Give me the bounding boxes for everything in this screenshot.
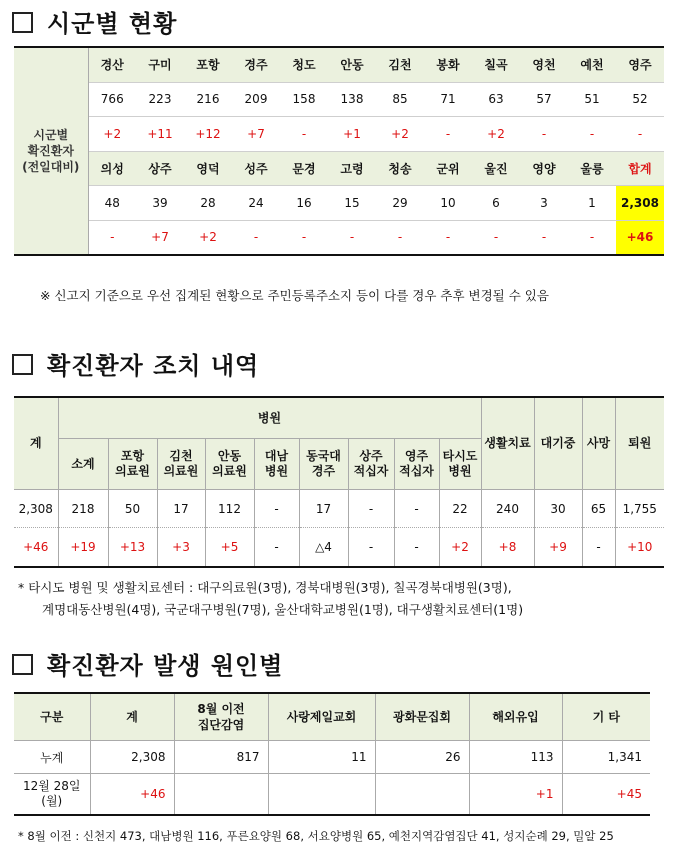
city-change: - [520, 117, 568, 152]
city-change: +7 [232, 117, 280, 152]
total-header: 합계 [616, 151, 664, 186]
row-label-date: 12월 28일 (월) [14, 774, 90, 816]
cell-value: 11 [268, 741, 375, 774]
city-count: 766 [88, 82, 136, 117]
cell-change: +9 [534, 528, 582, 568]
city-status-table [14, 46, 664, 256]
city-name: 청도 [280, 47, 328, 82]
city-name: 영천 [520, 47, 568, 82]
cell-value: - [348, 490, 394, 528]
city-count: 24 [232, 186, 280, 221]
cell-change: +8 [481, 528, 534, 568]
city-count: 1 [568, 186, 616, 221]
city-name: 경주 [232, 47, 280, 82]
city-name: 울진 [472, 151, 520, 186]
city-change: - [328, 220, 376, 255]
header-category: 구분 [14, 693, 90, 741]
row-label-confirmed: 시군별 확진환자 (전일대비) [14, 47, 88, 255]
checkbox-square-icon [12, 654, 33, 675]
cell-value: 65 [582, 490, 615, 528]
cell-change: +46 [90, 774, 174, 816]
city-count: 138 [328, 82, 376, 117]
city-change: - [520, 220, 568, 255]
city-name: 청송 [376, 151, 424, 186]
section-title-text: 확진환자 발생 원인별 [47, 652, 284, 680]
total-count: 2,308 [616, 186, 664, 221]
city-name: 상주 [136, 151, 184, 186]
city-change: +2 [376, 117, 424, 152]
city-count: 52 [616, 82, 664, 117]
cell-value: 2,308 [90, 741, 174, 774]
city-change: +2 [88, 117, 136, 152]
cell-value: 17 [157, 490, 205, 528]
city-name: 고령 [328, 151, 376, 186]
header-yeongju-redcross: 영주 적십자 [394, 439, 439, 490]
city-name: 칠곡 [472, 47, 520, 82]
city-change: - [616, 117, 664, 152]
city-name: 울릉 [568, 151, 616, 186]
section-title-text: 시군별 현황 [47, 10, 178, 38]
city-change: - [424, 220, 472, 255]
city-count: 158 [280, 82, 328, 117]
city-change: - [424, 117, 472, 152]
header-gimcheon-medical: 김천 의료원 [157, 439, 205, 490]
header-waiting: 대기중 [534, 397, 582, 490]
city-table-note: ※ 신고지 기준으로 우선 집계된 현황으로 주민등록주소지 등이 다를 경우 추후 변경될 수 있음 [40, 288, 549, 303]
cell-change: +46 [14, 528, 58, 568]
section-title-text: 확진환자 조치 내역 [47, 352, 260, 380]
cell-value: - [394, 490, 439, 528]
city-change: +2 [184, 220, 232, 255]
city-name: 영주 [616, 47, 664, 82]
cell-value: - [254, 490, 299, 528]
cell-value: 1,341 [562, 741, 650, 774]
city-count: 6 [472, 186, 520, 221]
city-name: 경산 [88, 47, 136, 82]
cell-change: - [348, 528, 394, 568]
patient-action-table [14, 396, 664, 568]
section-title-actions [12, 346, 259, 381]
header-deaths: 사망 [582, 397, 615, 490]
cell-value: 1,755 [615, 490, 664, 528]
city-count: 85 [376, 82, 424, 117]
city-name: 예천 [568, 47, 616, 82]
header-other: 기 타 [562, 693, 650, 741]
checkbox-square-icon [12, 354, 33, 375]
city-change: - [472, 220, 520, 255]
city-change: +2 [472, 117, 520, 152]
section-title-by-city [12, 4, 177, 39]
cell-value: 26 [375, 741, 469, 774]
city-change: - [280, 220, 328, 255]
cell-change: +3 [157, 528, 205, 568]
cell-change [375, 774, 469, 816]
checkbox-square-icon [12, 12, 33, 33]
cell-value: 113 [469, 741, 562, 774]
cell-value: 17 [299, 490, 348, 528]
city-count: 209 [232, 82, 280, 117]
city-count: 3 [520, 186, 568, 221]
city-change: - [88, 220, 136, 255]
city-name: 영덕 [184, 151, 232, 186]
city-name: 의성 [88, 151, 136, 186]
header-hospital: 병원 [58, 397, 481, 439]
cell-change: - [394, 528, 439, 568]
cell-change [268, 774, 375, 816]
infection-cause-table [14, 692, 650, 816]
cell-change: △4 [299, 528, 348, 568]
cell-change: +13 [108, 528, 157, 568]
city-count: 48 [88, 186, 136, 221]
action-table-note-line1: * 타시도 병원 및 생활치료센터 : 대구의료원(3명), 경북대병원(3명), 칠곡경북대병원(3명), [18, 580, 512, 595]
cause-table-note: * 8월 이전 : 신천지 473, 대남병원 116, 푸른요양원 68, 서요양병원 65, 예천지역감염집단 41, 성지순례 29, 밀알 25 [18, 829, 614, 843]
header-sarang-jeil: 사랑제일교회 [268, 693, 375, 741]
cell-change: +1 [469, 774, 562, 816]
city-count: 29 [376, 186, 424, 221]
cell-value: 817 [174, 741, 268, 774]
city-name: 안동 [328, 47, 376, 82]
cell-change: - [254, 528, 299, 568]
row-label-cumulative: 누계 [14, 741, 90, 774]
cell-change: +2 [439, 528, 481, 568]
action-table-note-line2: 계명대동산병원(4명), 국군대구병원(7명), 울산대학교병원(1명), 대구생활치료센터(1명) [42, 602, 524, 617]
cell-change: - [582, 528, 615, 568]
header-other-region-hospital: 타시도 병원 [439, 439, 481, 490]
header-residential-treatment: 생활치료 [481, 397, 534, 490]
cell-value: 50 [108, 490, 157, 528]
header-pohang-medical: 포항 의료원 [108, 439, 157, 490]
city-count: 16 [280, 186, 328, 221]
city-count: 39 [136, 186, 184, 221]
total-change: +46 [616, 220, 664, 255]
header-discharged: 퇴원 [615, 397, 664, 490]
header-total: 계 [14, 397, 58, 490]
city-name: 성주 [232, 151, 280, 186]
city-change: - [568, 220, 616, 255]
header-total: 계 [90, 693, 174, 741]
cell-change [174, 774, 268, 816]
city-name: 영양 [520, 151, 568, 186]
city-name: 김천 [376, 47, 424, 82]
city-change: +12 [184, 117, 232, 152]
city-name: 봉화 [424, 47, 472, 82]
city-change: - [232, 220, 280, 255]
city-name: 문경 [280, 151, 328, 186]
city-count: 15 [328, 186, 376, 221]
cell-value: 30 [534, 490, 582, 528]
city-name: 포항 [184, 47, 232, 82]
cell-change: +10 [615, 528, 664, 568]
cell-change: +5 [205, 528, 254, 568]
city-change: +7 [136, 220, 184, 255]
city-count: 28 [184, 186, 232, 221]
city-count: 51 [568, 82, 616, 117]
city-change: - [568, 117, 616, 152]
cell-value: 22 [439, 490, 481, 528]
city-count: 223 [136, 82, 184, 117]
header-gwanghwamun: 광화문집회 [375, 693, 469, 741]
section-title-cause [12, 646, 283, 681]
header-subtotal: 소계 [58, 439, 108, 490]
city-change: +11 [136, 117, 184, 152]
city-count: 216 [184, 82, 232, 117]
city-count: 71 [424, 82, 472, 117]
cell-value: 2,308 [14, 490, 58, 528]
cell-change: +19 [58, 528, 108, 568]
cell-value: 240 [481, 490, 534, 528]
header-before-august: 8월 이전 집단감염 [174, 693, 268, 741]
cell-change: +45 [562, 774, 650, 816]
cell-value: 218 [58, 490, 108, 528]
city-count: 10 [424, 186, 472, 221]
city-name: 군위 [424, 151, 472, 186]
header-andong-medical: 안동 의료원 [205, 439, 254, 490]
city-change: +1 [328, 117, 376, 152]
header-dongguk-gyeongju: 동국대 경주 [299, 439, 348, 490]
city-change: - [376, 220, 424, 255]
header-overseas: 해외유입 [469, 693, 562, 741]
header-daenam-hospital: 대남 병원 [254, 439, 299, 490]
city-count: 57 [520, 82, 568, 117]
cell-value: 112 [205, 490, 254, 528]
city-count: 63 [472, 82, 520, 117]
city-name: 구미 [136, 47, 184, 82]
header-sangju-redcross: 상주 적십자 [348, 439, 394, 490]
city-change: - [280, 117, 328, 152]
